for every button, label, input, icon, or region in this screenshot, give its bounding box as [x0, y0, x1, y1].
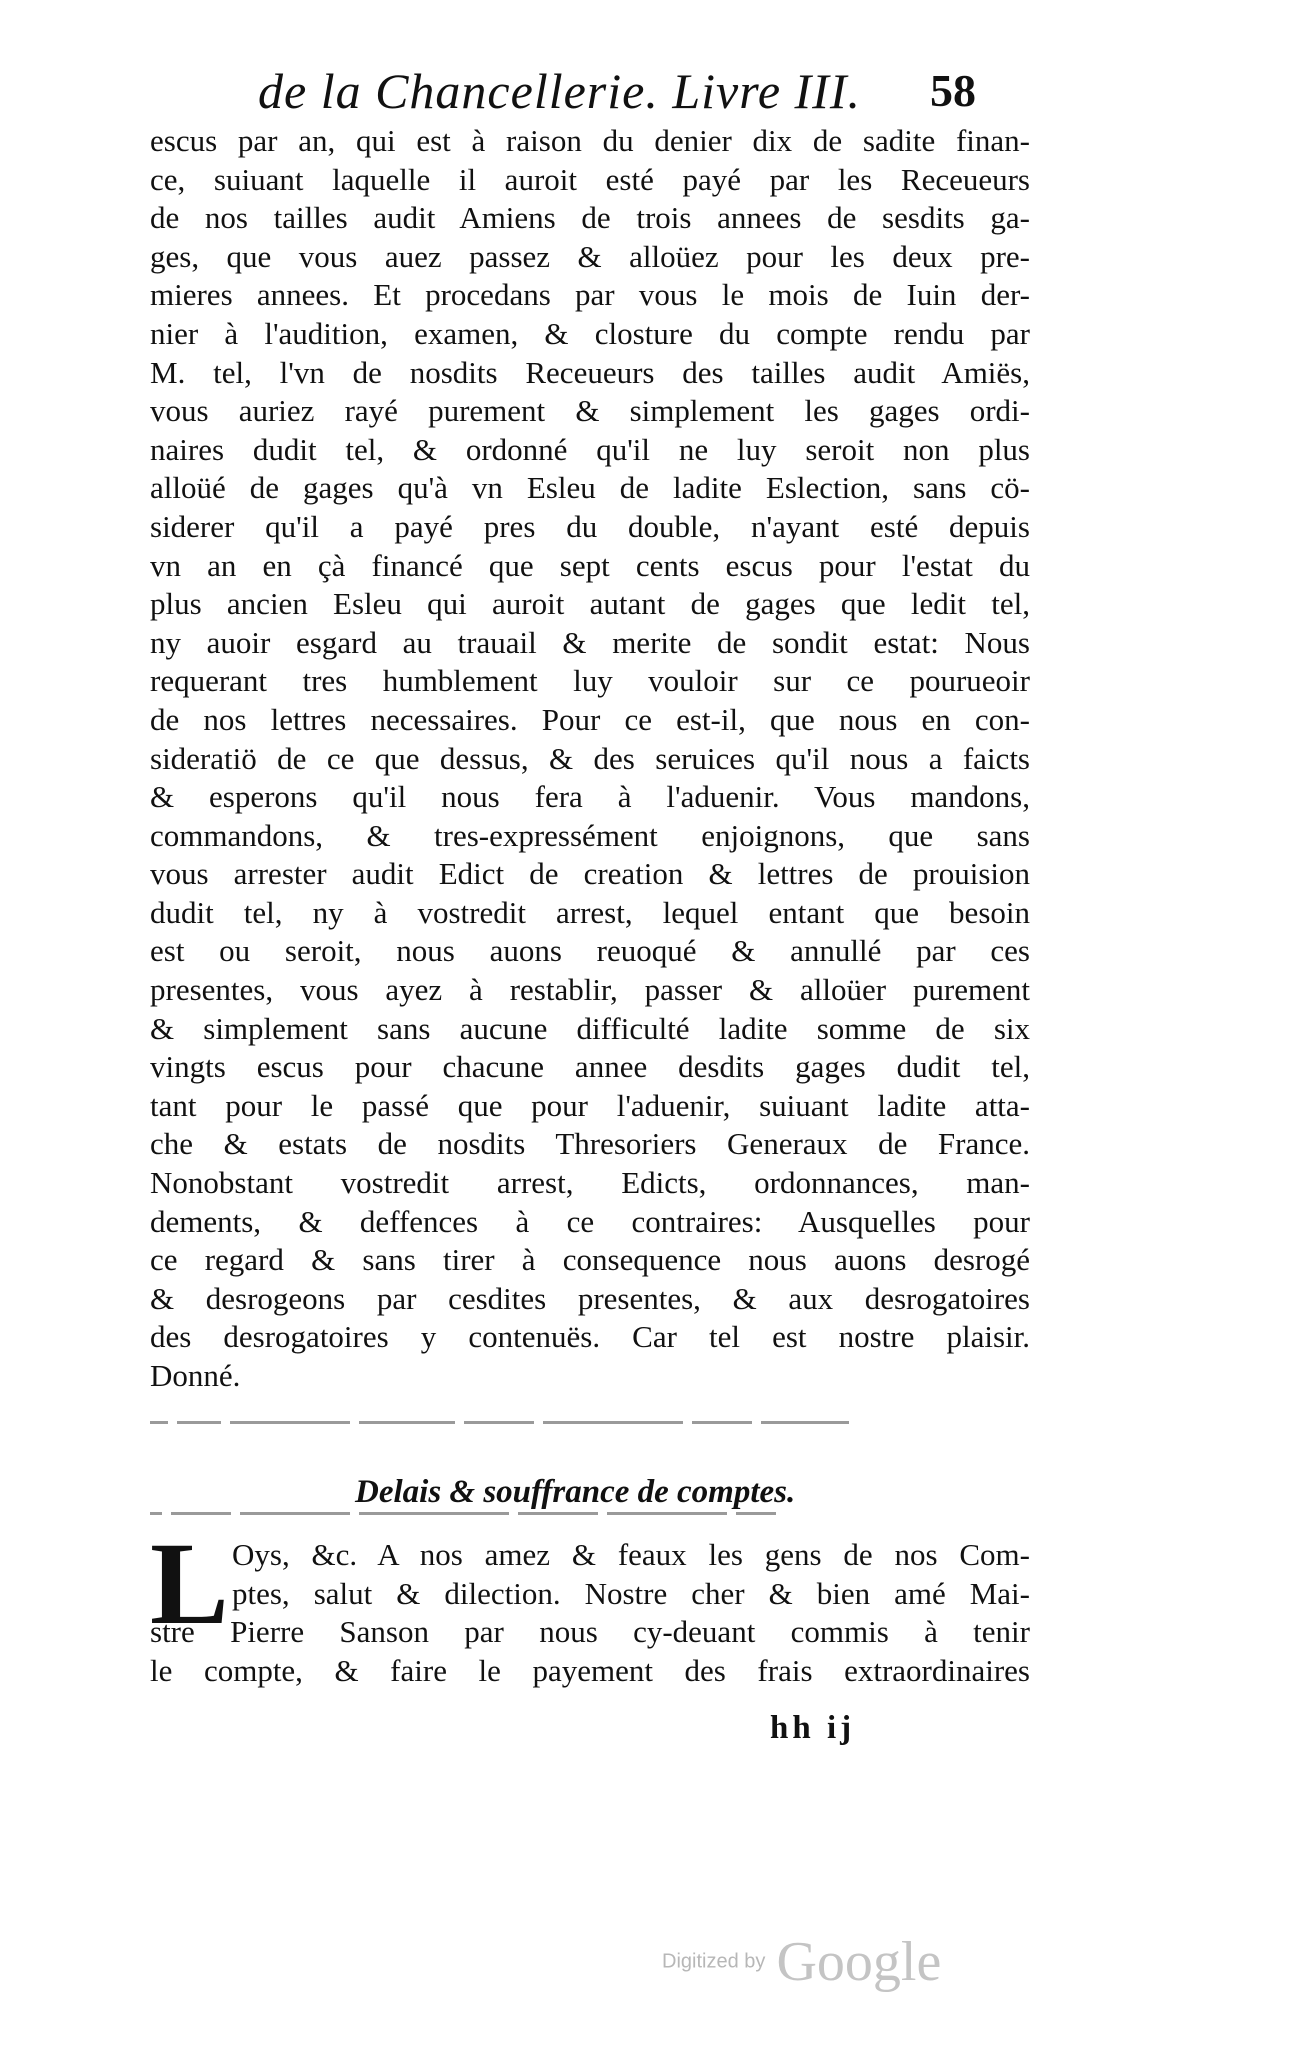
- text-line: requerant tres humblement luy vouloir sur ce pourueoir: [150, 663, 1030, 699]
- text-line: Donné.: [150, 1358, 241, 1393]
- text-line: sideratiö de ce que dessus, & des seruices qu'il nous a faicts: [150, 740, 1030, 776]
- body-text: [150, 122, 1030, 1396]
- text-line: tant pour le passé que pour l'aduenir, suiuant ladite atta-: [150, 1087, 1030, 1123]
- text-line: de nos tailles audit Amiens de trois annees de sesdits ga-: [150, 200, 1030, 236]
- text-line: & desrogeons par cesdites presentes, & aux desrogatoires: [150, 1280, 1030, 1316]
- text-line: escus par an, qui est à raison du denier dix de sadite finan-: [150, 123, 1030, 158]
- drop-cap: L: [150, 1518, 229, 1649]
- text-line: Nonobstant vostredit arrest, Edicts, ordonnances, man-: [150, 1165, 1030, 1201]
- google-logo: Google: [776, 1931, 942, 1993]
- text-line: ptes, salut & dilection. Nostre cher & bien amé Mai-: [232, 1575, 1030, 1611]
- text-line: dements, & deffences à ce contraires: Ausquelles pour: [150, 1203, 1030, 1239]
- text-line: de nos lettres necessaires. Pour ce est-il, que nous en con-: [150, 701, 1030, 737]
- text-line: vingts escus pour chacune annee desdits gages dudit tel,: [150, 1049, 1030, 1085]
- watermark-prefix: Digitized by: [662, 1950, 766, 1973]
- text-line: ce, suiuant laquelle il auroit esté payé par les Receueurs: [150, 161, 1030, 197]
- text-line: des desrogatoires y contenuës. Car tel est nostre plaisir.: [150, 1319, 1030, 1355]
- text-line: plus ancien Esleu qui auroit autant de gages que ledit tel,: [150, 586, 1030, 622]
- bleed-through-noise: [150, 1412, 1020, 1424]
- signature-mark: hh ij: [770, 1710, 856, 1746]
- text-line: commandons, & tres-expressément enjoignons, que sans: [150, 817, 1030, 853]
- text-line: presentes, vous ayez à restablir, passer & alloüer purement: [150, 972, 1030, 1008]
- page-number: 58: [930, 65, 976, 116]
- text-line: vn an en çà financé que sept cents escus pour l'estat du: [150, 547, 1030, 583]
- text-line: naires dudit tel, & ordonné qu'il ne luy seroit non plus: [150, 431, 1030, 467]
- text-line: stre Pierre Sanson par nous cy-deuant commis à tenir: [150, 1614, 1030, 1650]
- text-line: ges, que vous auez passez & alloüez pour les deux pre-: [150, 238, 1030, 274]
- text-line: siderer qu'il a payé pres du double, n'ayant esté depuis: [150, 508, 1030, 544]
- text-line: ny auoir esgard au trauail & merite de sondit estat: Nous: [150, 624, 1030, 660]
- running-title: de la Chancellerie. Livre III.: [258, 63, 861, 119]
- text-line: le compte, & faire le payement des frais extraordinaires: [150, 1652, 1030, 1688]
- running-head: [258, 62, 998, 122]
- digitization-watermark: [662, 1930, 941, 1994]
- text-line: vous auriez rayé purement & simplement les gages ordi-: [150, 393, 1030, 429]
- text-line: mieres annees. Et procedans par vous le mois de Iuin der-: [150, 277, 1030, 313]
- text-line: & esperons qu'il nous fera à l'aduenir. Vous mandons,: [150, 779, 1030, 815]
- text-line: M. tel, l'vn de nosdits Receueurs des tailles audit Amiës,: [150, 354, 1030, 390]
- text-line: est ou seroit, nous auons reuoqué & annullé par ces: [150, 933, 1030, 969]
- text-line: vous arrester audit Edict de creation & lettres de prouision: [150, 856, 1030, 892]
- section-text: [150, 1518, 1030, 1690]
- section-heading: Delais & souffrance de comptes.: [355, 1474, 796, 1510]
- text-line: che & estats de nosdits Thresoriers Generaux de France.: [150, 1126, 1030, 1162]
- text-line: Oys, &c. A nos amez & feaux les gens de nos Com-: [232, 1537, 1030, 1572]
- text-line: alloüé de gages qu'à vn Esleu de ladite Eslection, sans cö-: [150, 470, 1030, 506]
- text-line: ce regard & sans tirer à consequence nous auons desrogé: [150, 1242, 1030, 1278]
- text-line: & simplement sans aucune difficulté ladite somme de six: [150, 1010, 1030, 1046]
- text-line: dudit tel, ny à vostredit arrest, lequel entant que besoin: [150, 894, 1030, 930]
- text-line: nier à l'audition, examen, & closture du compte rendu par: [150, 315, 1030, 351]
